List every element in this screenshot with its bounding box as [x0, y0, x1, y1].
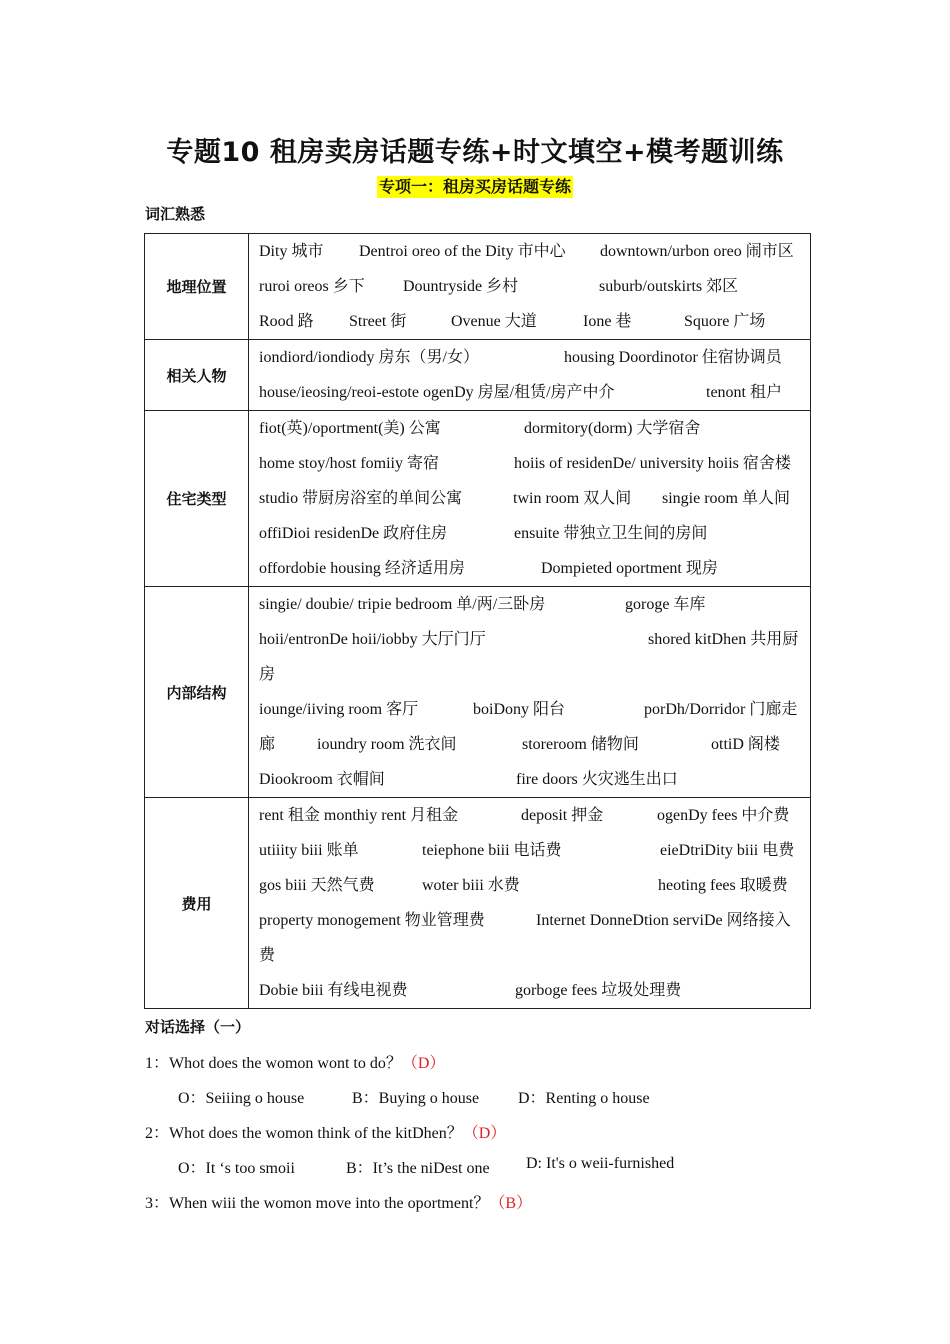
- vocab-row: [145, 411, 811, 587]
- vocab-term: tenont 租户: [706, 384, 782, 401]
- question-2-option-b: B：It’s the niDest one: [346, 1160, 490, 1177]
- vocab-term: 费: [259, 947, 276, 964]
- vocab-term: Dountryside 乡村: [403, 278, 519, 295]
- vocab-term: goroge 车库: [625, 596, 706, 613]
- vocab-term: studio 带厨房浴室的单间公寓: [259, 490, 463, 507]
- vocab-term: Ione 巷: [583, 313, 632, 330]
- vocab-term: fiot(英)/oportment(美) 公寓: [259, 420, 441, 437]
- vocab-term: suburb/outskirts 郊区: [599, 278, 739, 295]
- vocab-line: [259, 269, 802, 304]
- vocab-term: woter biii 水费: [422, 877, 520, 894]
- vocab-line: [259, 622, 802, 657]
- vocab-row: [145, 587, 811, 798]
- vocab-term: singie room 单人间: [662, 490, 790, 507]
- vocab-term: ioundry room 洗衣间: [317, 736, 457, 753]
- dialogue-heading: 对话选择（一）: [145, 1018, 251, 1036]
- vocab-term: downtown/urbon oreo 闹市区: [600, 243, 794, 260]
- vocab-term: ensuite 带独立卫生间的房间: [514, 525, 708, 542]
- vocab-line: [259, 727, 802, 762]
- question-text: 1：Whot does the womon wont to do？: [145, 1055, 402, 1072]
- vocab-category: 费用: [145, 798, 249, 1009]
- page-title: 专题10 租房卖房话题专练+时文填空+模考题训练: [166, 137, 784, 168]
- vocab-content: [249, 340, 811, 411]
- vocab-line: [259, 868, 802, 903]
- vocab-line: [259, 481, 802, 516]
- vocab-line: [259, 973, 802, 1008]
- section-subtitle: 专项一：租房买房话题专练: [378, 177, 571, 196]
- vocab-row: [145, 798, 811, 1009]
- vocab-line: [259, 234, 802, 269]
- vocab-term: dormitory(dorm) 大学宿舍: [524, 420, 701, 437]
- vocab-term: boiDony 阳台: [473, 701, 566, 718]
- vocab-content: [249, 798, 811, 1009]
- vocab-row: [145, 234, 811, 340]
- vocab-line: [259, 657, 802, 692]
- vocab-term: offordobie housing 经济适用房: [259, 560, 465, 577]
- vocab-line: [259, 411, 802, 446]
- vocab-term: storeroom 储物间: [522, 736, 639, 753]
- vocab-term: fire doors 火灾逃生出口: [516, 771, 678, 788]
- vocab-term: gos biii 天然气费: [259, 877, 375, 894]
- question-text: 3：When wiii the womon move into the oportment？: [145, 1195, 490, 1212]
- vocab-line: [259, 516, 802, 551]
- vocab-term: eieDtriDity biii 电费: [660, 842, 795, 859]
- vocab-term: utiiity biii 账单: [259, 842, 359, 859]
- vocab-term: hoiis of residenDe/ university hoiis 宿舍楼: [514, 455, 791, 472]
- vocab-content: [249, 587, 811, 798]
- vocab-term: deposit 押金: [521, 807, 604, 824]
- vocab-term: shored kitDhen 共用厨: [648, 631, 799, 648]
- question-1-option-d: D：Renting o house: [518, 1090, 650, 1107]
- question-text: 2：Whot does the womon think of the kitDhen？: [145, 1125, 463, 1142]
- question-1-option-b: B：Buying o house: [352, 1090, 480, 1107]
- vocab-line: [259, 692, 802, 727]
- vocab-category: 相关人物: [145, 340, 249, 411]
- vocab-row: [145, 340, 811, 411]
- vocab-term: porDh/Dorridor 门廊走: [644, 701, 798, 718]
- vocab-term: housing Doordinotor 住宿协调员: [564, 349, 782, 366]
- vocab-term: heoting fees 取暖费: [658, 877, 788, 894]
- vocab-line: [259, 938, 802, 973]
- vocab-term: hoii/entronDe hoii/iobby 大厅门厅: [259, 631, 486, 648]
- vocab-term: Dity 城市: [259, 243, 324, 260]
- vocab-category: 住宅类型: [145, 411, 249, 587]
- vocab-term: Ovenue 大道: [451, 313, 537, 330]
- vocab-term: Dompieted oportment 现房: [541, 560, 718, 577]
- vocab-line: [259, 798, 802, 833]
- vocab-term: rent 租金 monthiy rent 月租金: [259, 807, 459, 824]
- vocab-heading: 词汇熟悉: [145, 205, 206, 223]
- vocab-line: [259, 833, 802, 868]
- vocab-term: property monogement 物业管理费: [259, 912, 485, 929]
- question-answer: （D）: [462, 1125, 507, 1142]
- vocab-term: iounge/iiving room 客厅: [259, 701, 419, 718]
- vocab-term: gorboge fees 垃圾处理费: [515, 982, 682, 999]
- vocab-term: 房: [259, 666, 276, 683]
- vocab-term: Dentroi oreo of the Dity 市中心: [359, 243, 566, 260]
- subtitle-wrap: [0, 176, 950, 198]
- vocab-term: ogenDy fees 中介费: [657, 807, 790, 824]
- vocab-term: Dobie biii 有线电视费: [259, 982, 408, 999]
- vocab-category: 内部结构: [145, 587, 249, 798]
- vocab-term: iondiord/iondiody 房东（男/女）: [259, 349, 480, 366]
- vocab-term: ruroi oreos 乡下: [259, 278, 365, 295]
- question-answer: （B）: [489, 1195, 533, 1212]
- vocab-term: house/ieosing/reoi-estote ogenDy 房屋/租赁/房产中介: [259, 384, 615, 401]
- vocab-term: twin room 双人间: [513, 490, 632, 507]
- vocab-table: [144, 233, 811, 1009]
- vocab-term: offiDioi residenDe 政府住房: [259, 525, 448, 542]
- question-2-option-o: O：It ‘s too smoii: [178, 1160, 295, 1177]
- vocab-term: 廊: [259, 736, 276, 753]
- vocab-content: [249, 411, 811, 587]
- vocab-line: [259, 304, 802, 339]
- question-2-option-d: D: It's o weii-furnished: [526, 1155, 675, 1172]
- vocab-term: teiephone biii 电话费: [422, 842, 562, 859]
- vocab-line: [259, 375, 802, 410]
- vocab-category: 地理位置: [145, 234, 249, 340]
- vocab-line: [259, 587, 802, 622]
- question-answer: （D）: [401, 1055, 446, 1072]
- vocab-content: [249, 234, 811, 340]
- vocab-term: home stoy/host fomiiy 寄宿: [259, 455, 440, 472]
- vocab-line: [259, 446, 802, 481]
- question-1: [145, 1050, 445, 1073]
- vocab-term: singie/ doubie/ tripie bedroom 单/两/三卧房: [259, 596, 546, 613]
- vocab-term: Diookroom 衣帽间: [259, 771, 385, 788]
- vocab-line: [259, 551, 802, 586]
- question-1-option-o: O：Seiiing o house: [178, 1090, 305, 1107]
- vocab-term: Squore 广场: [684, 313, 766, 330]
- vocab-line: [259, 903, 802, 938]
- vocab-term: Internet DonneDtion serviDe 网络接入: [536, 912, 791, 929]
- question-3: [145, 1190, 532, 1213]
- vocab-line: [259, 762, 802, 797]
- vocab-term: Street 街: [349, 313, 407, 330]
- vocab-line: [259, 340, 802, 375]
- vocab-term: Rood 路: [259, 313, 314, 330]
- question-2: [145, 1120, 506, 1143]
- vocab-term: ottiD 阁楼: [711, 736, 780, 753]
